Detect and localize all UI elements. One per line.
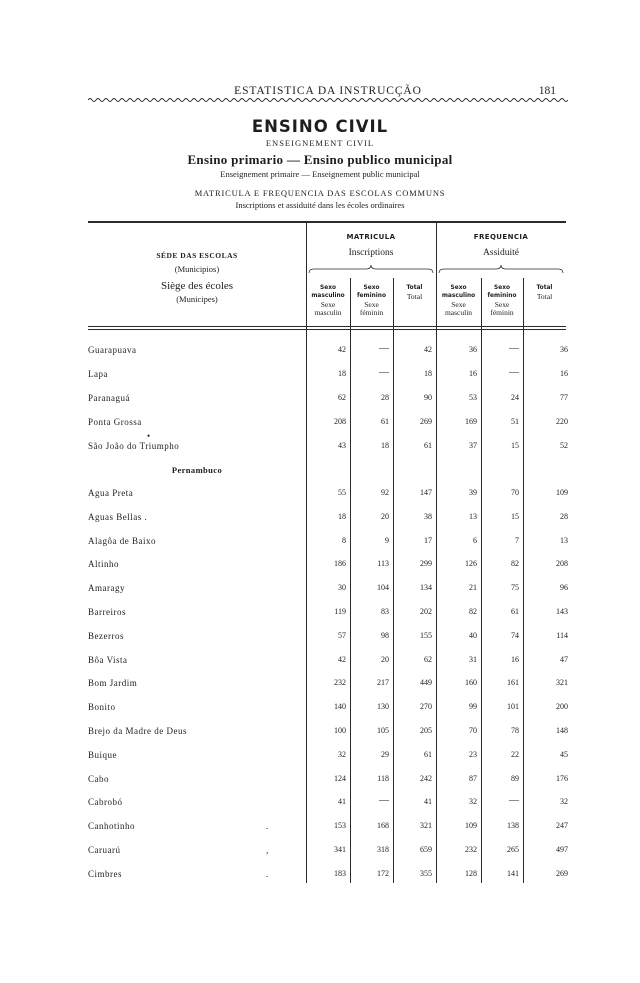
table-row [0, 559, 640, 573]
table-cell: 29 [381, 749, 389, 759]
table-cell: 217 [377, 678, 389, 688]
table-cell: 21 [469, 583, 477, 593]
group-subheader-frequencia: Assiduité [483, 248, 519, 258]
table-row [0, 393, 640, 407]
table-cell: 74 [511, 630, 519, 640]
table-cell: — [509, 367, 519, 378]
table-cell: 13 [469, 511, 477, 521]
municipality-name: Bom Jardim [88, 678, 138, 689]
table-cell: 30 [338, 583, 346, 593]
table-cell: 101 [507, 702, 519, 712]
table-cell: 161 [507, 678, 519, 688]
table-cell: 220 [556, 417, 568, 426]
table-cell: 128 [465, 868, 477, 878]
column-header [306, 283, 350, 317]
table-cell: 78 [511, 726, 519, 735]
municipality-name: Cabo [88, 773, 109, 784]
table-cell: 18 [338, 369, 346, 378]
table-row [0, 678, 640, 692]
table-cell: — [509, 343, 519, 354]
table-cell: 100 [334, 726, 346, 735]
table-cell: 41 [424, 797, 432, 807]
table-cell: 109 [465, 821, 477, 831]
table-cell: 208 [334, 417, 346, 426]
table-cell: 269 [556, 868, 568, 878]
table-cell: 130 [377, 702, 389, 712]
table-cell: 75 [511, 583, 519, 593]
table-cell: 96 [560, 583, 568, 593]
leader-dot: . [266, 821, 269, 832]
table-row [0, 655, 640, 669]
table-cell: — [509, 795, 519, 807]
running-title: ESTATISTICA DA INSTRUCÇÃO [234, 85, 422, 97]
table-cell: 147 [420, 488, 432, 497]
table-cell: 98 [381, 630, 389, 640]
table-cell: 20 [381, 511, 389, 521]
table-cell: 83 [381, 607, 389, 616]
table-cell: 42 [338, 345, 346, 354]
table-row [0, 583, 640, 597]
table-cell: 143 [556, 607, 568, 616]
table-row [0, 369, 640, 383]
municipality-name: Caruarú [88, 845, 121, 855]
table-cell: 8 [342, 535, 346, 545]
table-cell: 141 [507, 868, 519, 878]
column-header-pt: Total [406, 283, 423, 291]
table-cell: 202 [420, 607, 432, 616]
stub-header-pt-sub: (Municipios) [174, 264, 220, 274]
table-cell: 62 [424, 654, 432, 664]
column-header-fr: Sexe masculin [314, 300, 342, 317]
municipality-name: São João do Triumpho [88, 441, 180, 451]
table-cell: 18 [424, 369, 432, 378]
table-cell: 28 [560, 511, 568, 521]
table-cell: 99 [469, 702, 477, 712]
table-cell: 40 [469, 630, 477, 640]
table-cell: — [379, 367, 389, 378]
table-cell: 16 [511, 654, 519, 664]
table-cell: 90 [424, 393, 432, 402]
table-cell: 205 [420, 726, 432, 735]
table-cell: 109 [556, 488, 568, 497]
matricula-brace [308, 264, 434, 274]
table-cell: 47 [560, 654, 568, 664]
municipality-name: Bonito [88, 702, 116, 713]
table-cell: 9 [385, 535, 389, 545]
column-header [481, 283, 523, 317]
table-cell: — [379, 343, 389, 354]
table-cell: 232 [465, 845, 477, 854]
table-cell: 15 [511, 511, 519, 521]
table-cell: 22 [511, 749, 519, 759]
table-cell: 321 [556, 678, 568, 688]
table-cell: 23 [469, 749, 477, 759]
table-cell: 61 [424, 749, 432, 759]
table-cell: 20 [381, 654, 389, 664]
table-cell: 61 [381, 417, 389, 426]
column-header-pt: Sexo masculino [311, 283, 345, 299]
table-cell: 265 [507, 845, 519, 854]
municipality-name: Amaragy [88, 583, 125, 594]
column-header [350, 283, 393, 317]
table-cell: 124 [334, 773, 346, 783]
table-row [0, 536, 640, 550]
sub-title: ENSEIGNEMENT CIVIL [265, 138, 375, 148]
table-cell: — [379, 795, 389, 807]
table-cell: 119 [334, 607, 346, 616]
table-cell: 318 [377, 845, 389, 854]
table-cell: 140 [334, 702, 346, 712]
stub-header-fr-sub: (Municipes) [176, 294, 218, 304]
table-cell: 77 [560, 393, 568, 402]
column-header [436, 283, 481, 317]
group-header-frequencia: FREQUENCIA [473, 233, 529, 241]
municipality-name: Buique [88, 749, 117, 760]
table-cell: 16 [560, 369, 568, 378]
table-cell: 61 [424, 441, 432, 450]
column-header-fr: Sexe masculin [444, 300, 473, 317]
table-row [0, 702, 640, 716]
column-header [393, 283, 436, 301]
table-cell: 87 [469, 773, 477, 783]
header-bottom-rule [88, 326, 566, 327]
table-cell: 53 [469, 393, 477, 402]
table-cell: 299 [420, 559, 432, 569]
state-heading: Pernambuco [171, 465, 223, 475]
table-cell: 38 [424, 511, 432, 521]
table-row [0, 869, 640, 883]
table-cell: 208 [556, 559, 568, 569]
table-cell: 13 [560, 535, 568, 545]
table-cell: 39 [469, 488, 477, 497]
column-header-pt: Sexo feminino [357, 283, 386, 299]
table-cell: 42 [338, 654, 346, 664]
table-cell: 31 [469, 654, 477, 664]
municipality-name: Cimbres [88, 868, 122, 879]
table-cell: 42 [424, 345, 432, 354]
table-cell: 200 [556, 702, 568, 712]
group-subheader-matricula: Inscriptions [348, 248, 394, 258]
table-cell: 41 [338, 797, 346, 807]
table-cell: 104 [377, 583, 389, 593]
table-cell: 105 [377, 726, 389, 735]
table-cell: 183 [334, 868, 346, 878]
table-row [0, 845, 640, 859]
print-mark: • [147, 431, 151, 441]
leader-dot: , [266, 845, 269, 855]
column-header-fr: Sexe féminin [359, 300, 384, 317]
table-cell: 497 [556, 845, 568, 854]
table-cell: 659 [420, 845, 432, 854]
table-cell: 70 [511, 488, 519, 497]
table-cell: 36 [469, 345, 477, 354]
municipality-name: Altinho [88, 559, 120, 570]
municipality-name: Brejo da Madre de Deus [88, 726, 187, 736]
table-cell: 168 [377, 821, 389, 831]
table-cell: 269 [420, 417, 432, 426]
column-header-pt: Sexo feminino [487, 283, 517, 299]
column-header-fr: Sexe féminin [490, 300, 514, 317]
municipality-name: Barreiros [88, 607, 126, 617]
table-cell: 51 [511, 417, 519, 426]
table-row [0, 750, 640, 764]
group-header-matricula: MATRICULA [346, 233, 396, 241]
table-cell: 232 [334, 678, 346, 688]
section-title: Ensino primario — Ensino publico municipal [187, 152, 453, 167]
table-subtitle: Inscriptions et assiduité dans les écoles ordinaires [235, 200, 405, 210]
table-row [0, 726, 640, 740]
column-header-pt: Sexo masculino [441, 283, 476, 299]
table-cell: 321 [420, 821, 432, 831]
header-bottom-rule-2 [88, 329, 566, 330]
table-cell: 43 [338, 441, 346, 450]
table-cell: 355 [420, 868, 432, 878]
table-cell: 186 [334, 559, 346, 569]
column-header-fr: Total [406, 292, 423, 301]
table-cell: 45 [560, 749, 568, 759]
leader-dot: . [266, 868, 269, 879]
municipality-name: Guarapuava [88, 345, 137, 355]
wavy-rule [88, 96, 568, 104]
table-title: MATRICULA E FREQUENCIA DAS ESCOLAS COMMUNS [194, 188, 446, 198]
table-cell: 155 [420, 630, 432, 640]
column-header-pt: Total [536, 283, 553, 291]
table-cell: 247 [556, 821, 568, 831]
table-cell: 126 [465, 559, 477, 569]
table-cell: 242 [420, 773, 432, 783]
table-cell: 138 [507, 821, 519, 831]
table-cell: 153 [334, 821, 346, 831]
municipality-name: Bezerros [88, 630, 124, 641]
main-title: ENSINO CIVIL [251, 117, 389, 136]
table-cell: 18 [381, 441, 389, 450]
table-cell: 148 [556, 726, 568, 735]
table-cell: 32 [469, 797, 477, 807]
municipality-name: Cabrobó [88, 797, 123, 808]
column-header [523, 283, 566, 301]
municipality-name: Bôa Vista [88, 654, 128, 665]
municipality-name: Agua Preta [88, 488, 134, 498]
table-row [0, 441, 640, 455]
table-row [0, 345, 640, 359]
table-cell: 32 [338, 749, 346, 759]
stub-header-pt: SÉDE DAS ESCOLAS [156, 251, 238, 260]
table-cell: 172 [377, 868, 389, 878]
table-cell: 118 [377, 773, 389, 783]
table-row [0, 417, 640, 431]
table-cell: 176 [556, 773, 568, 783]
table-row [0, 607, 640, 621]
table-cell: 113 [377, 559, 389, 569]
table-top-rule [88, 221, 566, 223]
column-header-fr: Total [536, 292, 553, 301]
section-subtitle: Enseignement primaire — Enseignement public municipal [220, 169, 420, 179]
table-cell: 341 [334, 845, 346, 854]
table-row [0, 512, 640, 526]
table-cell: 70 [469, 726, 477, 735]
table-cell: 82 [469, 607, 477, 616]
frequencia-brace [438, 264, 564, 274]
page-number: 181 [538, 85, 556, 97]
table-cell: 92 [381, 488, 389, 497]
table-cell: 57 [338, 630, 346, 640]
stub-header-fr: Siège des écoles [160, 280, 234, 292]
table-cell: 17 [424, 535, 432, 545]
table-cell: 62 [338, 393, 346, 402]
municipality-name: Canhotinho [88, 821, 135, 832]
table-row [0, 774, 640, 788]
municipality-name: Paranaguá [88, 393, 130, 403]
table-cell: 36 [560, 345, 568, 354]
table-row [0, 488, 640, 502]
table-cell: 28 [381, 393, 389, 402]
table-cell: 37 [469, 441, 477, 450]
table-cell: 449 [420, 678, 432, 688]
municipality-name: Alagôa de Baixo [88, 535, 156, 546]
table-cell: 169 [465, 417, 477, 426]
table-cell: 82 [511, 559, 519, 569]
table-cell: 6 [473, 535, 477, 545]
table-cell: 16 [469, 369, 477, 378]
table-cell: 32 [560, 797, 568, 807]
table-row [0, 631, 640, 645]
table-cell: 270 [420, 702, 432, 712]
table-cell: 52 [560, 441, 568, 450]
municipality-name: Lapa [88, 369, 108, 379]
municipality-name: Ponta Grossa [88, 417, 142, 427]
table-cell: 15 [511, 441, 519, 450]
table-cell: 24 [511, 393, 519, 402]
table-row [0, 821, 640, 835]
table-cell: 61 [511, 607, 519, 616]
table-cell: 160 [465, 678, 477, 688]
municipality-name: Aguas Bellas . [88, 511, 148, 522]
table-cell: 114 [556, 630, 568, 640]
table-cell: 134 [420, 583, 432, 593]
table-cell: 7 [515, 535, 519, 545]
table-cell: 18 [338, 511, 346, 521]
table-row [0, 797, 640, 811]
table-cell: 55 [338, 488, 346, 497]
table-cell: 89 [511, 773, 519, 783]
